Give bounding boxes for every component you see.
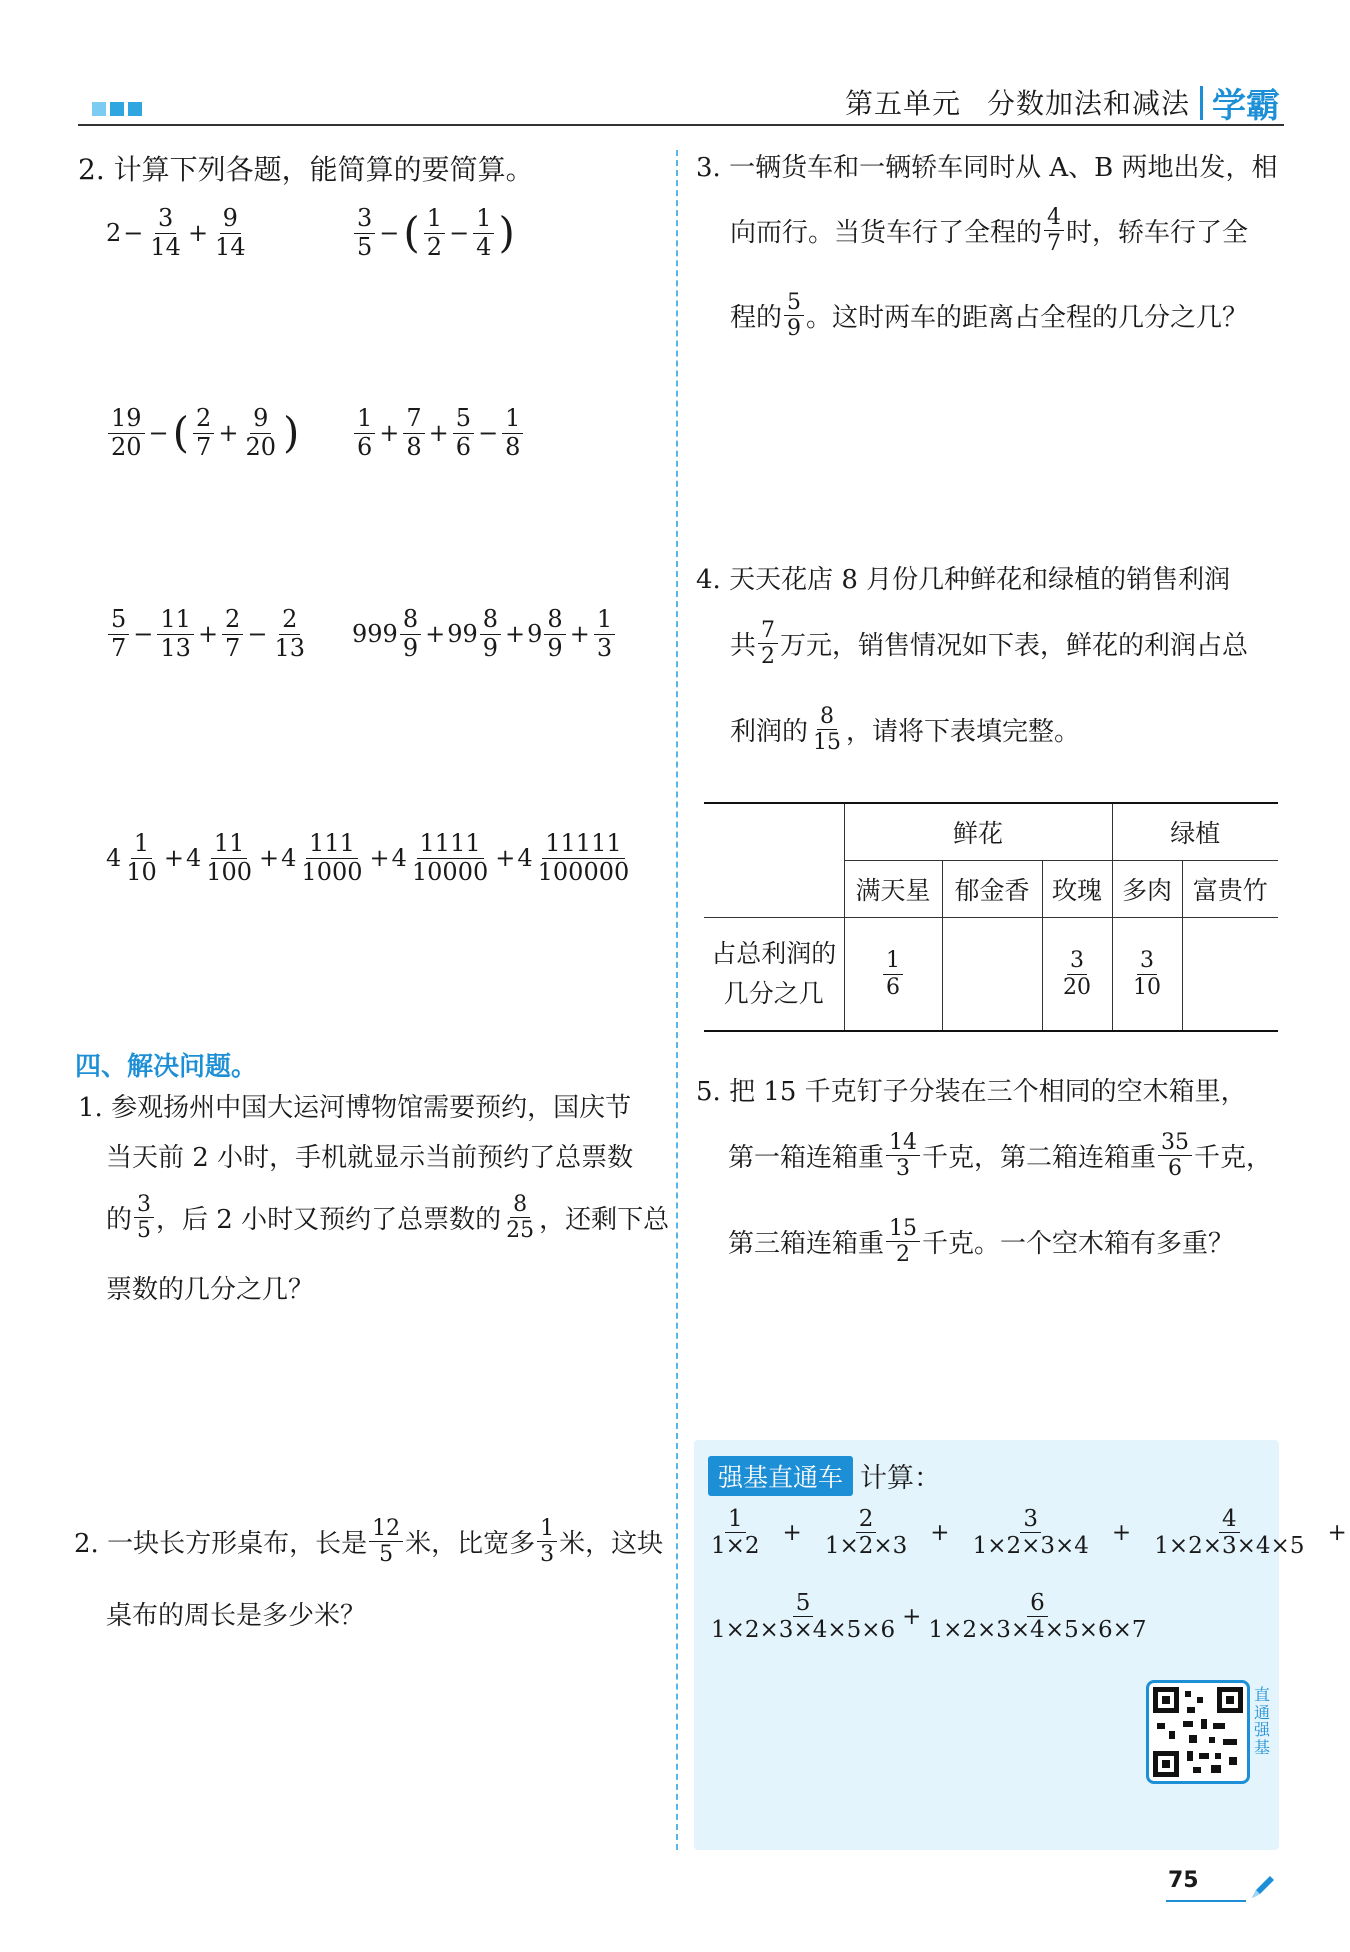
bonus-expr-line1 (706, 1506, 1347, 1560)
whole-number: 4 (106, 844, 122, 873)
text-segment: 千克， (1194, 1143, 1273, 1174)
denominator: 3 (540, 1542, 555, 1568)
topic-label: 分数加法和减法 (986, 87, 1190, 120)
denominator: 100 (206, 857, 253, 886)
numerator: 3 (354, 205, 375, 234)
plus-sign: + (187, 219, 209, 248)
fraction (354, 405, 375, 461)
plus-sign: + (505, 620, 526, 649)
whole-number: 99 (447, 620, 478, 649)
numerator: 1 (883, 948, 903, 974)
plus-sign: + (379, 419, 400, 448)
text-segment: 第一箱连箱重 (728, 1143, 885, 1174)
denominator: 1×2×3×4×5×6×7 (928, 1617, 1147, 1644)
numerator: 7 (403, 405, 424, 434)
fraction (271, 606, 308, 662)
text-segment: 千克，第二箱连箱重 (922, 1143, 1157, 1174)
header-bar (1200, 86, 1203, 120)
fraction (1151, 1506, 1307, 1560)
denominator: 10 (126, 857, 157, 886)
text-segment: 时，轿车行了全 (1066, 218, 1249, 249)
p5-line1: 5. 把 15 千克钉子分装在三个相同的空木箱里， (696, 1077, 1247, 1107)
p5-line2 (728, 1130, 1272, 1182)
pencil-icon (1248, 1872, 1278, 1902)
numerator: 5 (784, 290, 804, 316)
text-segment: 程的 (730, 303, 783, 334)
minus-sign: − (247, 620, 268, 649)
header-item: 富贵竹 (1182, 861, 1278, 918)
header-flowers: 鲜花 (844, 803, 1112, 861)
numerator: 2 (856, 1506, 877, 1533)
numerator: 1 (131, 830, 152, 859)
numerator: 1111 (417, 830, 484, 859)
numerator: 2 (279, 606, 300, 635)
denominator: 7 (111, 633, 127, 662)
qr-code-icon[interactable] (1146, 1680, 1250, 1784)
p1-line1: 1. 参观扬州中国大运河博物馆需要预约，国庆节 (78, 1093, 632, 1123)
denominator: 13 (274, 633, 305, 662)
right-paren: ) (282, 408, 300, 458)
fraction (298, 830, 365, 886)
denominator: 5 (137, 1218, 152, 1244)
fraction (203, 830, 255, 886)
fraction (886, 1216, 920, 1268)
fraction (108, 606, 129, 662)
table-cell (1042, 918, 1112, 1032)
numerator: 4 (1044, 205, 1064, 231)
fraction (409, 830, 491, 886)
fraction (123, 830, 160, 886)
table-row (704, 803, 1278, 861)
table-row (704, 918, 1278, 1032)
fraction (403, 405, 424, 461)
denominator: 7 (225, 633, 241, 662)
denominator: 15 (813, 730, 842, 756)
p4-line2 (730, 618, 1248, 670)
p2-line1 (74, 1516, 663, 1568)
minus-sign: − (478, 419, 499, 448)
denominator: 1×2×3 (824, 1533, 908, 1560)
denominator: 1×2 (711, 1533, 760, 1560)
denominator: 9 (402, 633, 419, 662)
fraction (193, 405, 214, 461)
text-segment: 米，这块 (559, 1529, 664, 1560)
header-plants: 绿植 (1112, 803, 1278, 861)
denominator: 2 (426, 232, 443, 261)
fraction (453, 405, 474, 461)
plus-sign: + (163, 844, 184, 873)
header-item: 满天星 (844, 861, 942, 918)
p1-line2: 当天前 2 小时，手机就显示当前预约了总票数 (106, 1143, 634, 1173)
denominator: 13 (160, 633, 191, 662)
numerator: 6 (1027, 1590, 1048, 1617)
denominator: 1×2×3×4×5 (1154, 1533, 1305, 1560)
denominator: 10 (1133, 974, 1161, 1000)
denominator: 3 (896, 1156, 911, 1182)
numerator: 12 (369, 1516, 403, 1542)
denominator: 2 (761, 644, 776, 670)
fraction (822, 1506, 910, 1560)
numerator: 8 (510, 1192, 530, 1218)
plus-sign: + (425, 620, 446, 649)
number: 2 (106, 219, 122, 248)
expr-6 (352, 606, 617, 662)
text-segment: 万元，销售情况如下表，鲜花的利润占总 (780, 631, 1249, 662)
denominator: 5 (357, 232, 373, 261)
header-title (845, 82, 1190, 122)
fraction (708, 1506, 763, 1560)
p5-line3 (728, 1216, 1234, 1268)
blank-cell[interactable] (1182, 918, 1278, 1032)
plus-sign: + (259, 844, 280, 873)
plus-sign: + (428, 419, 449, 448)
section-title: 四、解决问题。 (75, 1052, 258, 1082)
whole-number: 9 (527, 620, 543, 649)
numerator: 14 (886, 1130, 920, 1156)
minus-sign: − (123, 219, 144, 248)
expr-2 (352, 205, 517, 261)
denominator: 7 (1047, 231, 1062, 257)
denominator: 3 (596, 633, 613, 662)
plus-sign: + (495, 844, 516, 873)
numerator: 15 (886, 1216, 920, 1242)
whole-number: 4 (391, 844, 407, 873)
denominator: 6 (357, 432, 373, 461)
profit-table (704, 802, 1278, 1032)
text-segment: 第三箱连箱重 (728, 1229, 885, 1260)
fraction (970, 1506, 1092, 1560)
minus-sign: − (449, 219, 470, 248)
table-corner-cell (704, 803, 844, 918)
header-decoration (92, 102, 142, 116)
minus-sign: − (133, 620, 154, 649)
header-item: 多肉 (1112, 861, 1182, 918)
fraction (708, 1590, 898, 1644)
numerator: 2 (193, 405, 214, 434)
text-segment: 。这时两车的距离占全程的几分之几？ (806, 303, 1249, 334)
numerator: 1 (424, 205, 445, 234)
numerator: 5 (793, 1590, 814, 1617)
plus-sign: + (782, 1519, 802, 1546)
numerator: 8 (544, 606, 565, 635)
numerator: 11111 (542, 830, 624, 859)
fraction (886, 1130, 920, 1182)
plus-sign: + (1327, 1519, 1347, 1546)
denominator: 9 (482, 633, 499, 662)
fraction (883, 948, 903, 1000)
fraction (108, 405, 145, 461)
fraction (1130, 948, 1164, 1000)
row-label-line: 占总利润的 (711, 939, 837, 968)
denominator: 1000 (301, 857, 363, 886)
plus-sign: + (218, 419, 239, 448)
numerator: 11 (157, 606, 194, 635)
numerator: 19 (108, 405, 145, 434)
numerator: 1 (502, 405, 523, 434)
fraction (810, 704, 844, 756)
p2-line2: 桌布的周长是多少米？ (106, 1601, 367, 1631)
unit-label: 第五单元 (844, 87, 961, 120)
numerator: 1 (537, 1516, 557, 1542)
fraction (544, 606, 565, 662)
fraction (1060, 948, 1094, 1000)
denominator: 8 (406, 432, 422, 461)
numerator: 3 (1137, 948, 1157, 974)
numerator: 3 (1067, 948, 1087, 974)
fraction (134, 1192, 154, 1244)
p1-line3 (106, 1192, 669, 1244)
numerator: 11 (211, 830, 248, 859)
fraction (157, 606, 194, 662)
fraction (212, 205, 249, 261)
fraction (784, 290, 804, 342)
text-segment: ，后 2 小时又预约了总票数的 (156, 1205, 502, 1236)
text-segment: ，请将下表填完整。 (846, 717, 1081, 748)
fraction (354, 205, 375, 261)
fraction (503, 1192, 537, 1244)
denominator: 14 (150, 232, 181, 261)
fraction (537, 1516, 557, 1568)
expr-3 (106, 405, 301, 461)
blank-cell[interactable] (942, 918, 1042, 1032)
column-divider (676, 150, 678, 1850)
row-label (704, 918, 844, 1032)
denominator: 10000 (411, 857, 489, 886)
qr-label: 直通强基 (1254, 1685, 1271, 1757)
numerator: 8 (480, 606, 501, 635)
numerator: 5 (108, 606, 129, 635)
denominator: 7 (196, 432, 212, 461)
fraction (594, 606, 615, 662)
fraction (502, 405, 523, 461)
p4-line1: 4. 天天花店 8 月份几种鲜花和绿植的销售利润 (696, 565, 1231, 595)
bonus-label: 计算： (860, 1463, 941, 1494)
numerator: 3 (134, 1192, 154, 1218)
fraction (400, 606, 421, 662)
denominator: 9 (787, 316, 802, 342)
p3-line1: 3. 一辆货车和一辆轿车同时从 A、B 两地出发，相 (696, 153, 1278, 183)
plus-sign: + (369, 844, 390, 873)
brand-logo: 学霸 (1212, 86, 1280, 126)
denominator: 4 (476, 232, 492, 261)
left-paren: ( (172, 408, 190, 458)
fraction (147, 205, 184, 261)
bonus-badge: 强基直通车 (708, 1456, 853, 1496)
fraction (1044, 205, 1064, 257)
fraction (480, 606, 501, 662)
fraction (758, 618, 778, 670)
denominator: 5 (379, 1542, 394, 1568)
table-cell (1112, 918, 1182, 1032)
plus-sign: + (902, 1603, 922, 1630)
fraction (222, 606, 243, 662)
denominator: 2 (896, 1242, 911, 1268)
q2-title: 2. 计算下列各题，能简算的要简算。 (78, 153, 534, 186)
numerator: 35 (1158, 1130, 1192, 1156)
denominator: 1×2×3×4 (972, 1533, 1089, 1560)
text-segment: 向而行。当货车行了全程的 (730, 218, 1043, 249)
numerator: 3 (1020, 1506, 1041, 1533)
header-item: 郁金香 (942, 861, 1042, 918)
fraction (535, 830, 633, 886)
p1-line4: 票数的几分之几？ (106, 1275, 315, 1305)
p4-line3 (730, 704, 1080, 756)
denominator: 1×2×3×4×5×6 (711, 1617, 896, 1644)
fraction (1158, 1130, 1192, 1182)
fraction (242, 405, 279, 461)
plus-sign: + (1111, 1519, 1132, 1546)
fraction (369, 1516, 403, 1568)
expr-7 (106, 830, 634, 886)
whole-number: 4 (281, 844, 297, 873)
numerator: 1 (473, 205, 494, 234)
denominator: 20 (245, 432, 276, 461)
numerator: 4 (1219, 1506, 1240, 1533)
denominator: 6 (886, 974, 900, 1000)
text-segment: 共 (730, 631, 757, 662)
numerator: 1 (354, 405, 375, 434)
whole-number: 999 (352, 620, 398, 649)
numerator: 7 (758, 618, 778, 644)
header-rule (78, 124, 1284, 126)
expr-1 (106, 205, 251, 261)
whole-number: 4 (517, 844, 533, 873)
denominator: 9 (547, 633, 563, 662)
numerator: 8 (817, 704, 837, 730)
header-item: 玫瑰 (1042, 861, 1112, 918)
row-label-line: 几分之几 (723, 979, 824, 1008)
text-segment: 米，比宽多 (405, 1529, 536, 1560)
numerator: 3 (155, 205, 176, 234)
numerator: 1 (725, 1506, 746, 1533)
bonus-expr-line2 (706, 1590, 1152, 1644)
plus-sign: + (569, 620, 590, 649)
minus-sign: − (148, 419, 169, 448)
numerator: 111 (306, 830, 358, 859)
text-segment: 2. 一块长方形桌布，长是 (74, 1529, 368, 1560)
numerator: 2 (222, 606, 243, 635)
plus-sign: + (197, 620, 219, 649)
denominator: 6 (455, 432, 472, 461)
numerator: 9 (220, 205, 241, 234)
page-number: 75 (1168, 1868, 1199, 1893)
plus-sign: + (930, 1519, 950, 1546)
numerator: 1 (594, 606, 615, 635)
whole-number: 4 (185, 844, 202, 873)
fraction (424, 205, 445, 261)
fraction (473, 205, 494, 261)
text-segment: 利润的 (730, 717, 809, 748)
text-segment: ，还剩下总 (539, 1205, 670, 1236)
minus-sign: − (379, 219, 400, 248)
p3-line2 (730, 205, 1248, 257)
text-segment: 千克。一个空木箱有多重？ (922, 1229, 1235, 1260)
denominator: 20 (111, 432, 142, 461)
expr-4 (352, 405, 525, 461)
numerator: 9 (250, 405, 271, 434)
denominator: 14 (215, 232, 246, 261)
denominator: 6 (1168, 1156, 1183, 1182)
page-number-underline (1166, 1900, 1246, 1902)
bonus-box (694, 1440, 1279, 1850)
numerator: 8 (400, 606, 421, 635)
expr-5 (106, 606, 310, 662)
denominator: 25 (506, 1218, 535, 1244)
p3-line3 (730, 290, 1248, 342)
table-cell (844, 918, 942, 1032)
right-paren: ) (498, 208, 515, 258)
denominator: 8 (505, 432, 521, 461)
fraction (925, 1590, 1149, 1644)
numerator: 5 (453, 405, 474, 434)
left-paren: ( (403, 208, 420, 258)
text-segment: 的 (106, 1205, 133, 1236)
denominator: 20 (1063, 974, 1091, 1000)
denominator: 100000 (537, 857, 630, 886)
